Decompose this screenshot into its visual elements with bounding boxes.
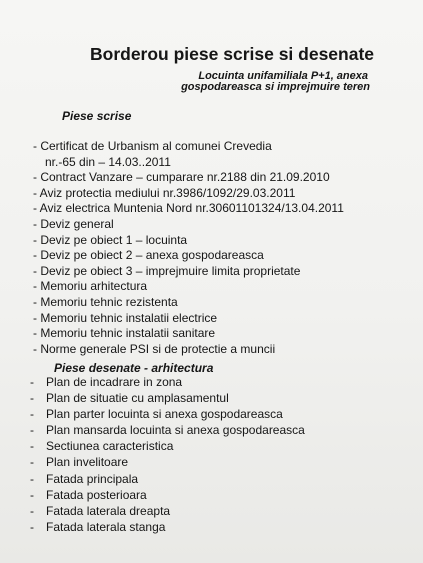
list-item-label: Plan de incadrare in zona [46, 375, 183, 389]
project-subtitle-line-1: Locuinta unifamiliala P+1, anexa [198, 70, 368, 82]
list-item [30, 374, 305, 390]
written-pieces-list [33, 139, 344, 357]
dash-marker: - [30, 391, 34, 406]
list-item: - Memoriu tehnic instalatii sanitare [33, 326, 216, 341]
list-item [30, 487, 305, 503]
document-title: Borderou piese scrise si desenate [90, 44, 375, 64]
dash-marker: - [30, 503, 34, 518]
dash-marker: - [30, 407, 34, 422]
list-item-label: Plan invelitoare [46, 455, 129, 470]
list-item [30, 519, 305, 535]
list-item: - Memoriu tehnic rezistenta [33, 294, 178, 309]
list-item [30, 422, 305, 438]
list-item-label: Fatada principala [46, 471, 139, 486]
dash-marker: - [30, 375, 34, 389]
dash-marker: - [30, 439, 34, 454]
list-item: - Norme generale PSI si de protectie a muncii [33, 341, 276, 356]
list-item-label: Sectiunea caracteristica [46, 439, 174, 454]
list-item: - Contract Vanzare – cumparare nr.2188 din 21.09.2010 [33, 170, 330, 185]
drawn-pieces-heading: Piese desenate - arhitectura [54, 361, 214, 375]
list-item: - Certificat de Urbanism al comunei Crevedia [33, 139, 272, 153]
list-item [30, 471, 305, 487]
list-item-label: Plan parter locuinta si anexa gospodareasca [46, 407, 283, 422]
list-item [30, 438, 305, 454]
dash-marker: - [30, 519, 34, 534]
list-item-label: Fatada laterala stanga [46, 519, 166, 534]
written-pieces-heading: Piese scrise [62, 109, 132, 123]
list-item: - Deviz pe obiect 2 – anexa gospodareasca [33, 248, 264, 263]
list-item: - Deviz pe obiect 3 – imprejmuire limita proprietate [33, 263, 301, 278]
list-item: - Deviz general [33, 216, 114, 231]
list-item [30, 454, 305, 470]
list-item [30, 406, 305, 422]
list-item [30, 390, 305, 406]
list-item: - Aviz electrica Muntenia Nord nr.30601101324/13.04.2011 [33, 201, 344, 216]
drawn-pieces-list [30, 374, 305, 535]
dash-marker: - [30, 455, 34, 470]
list-item: - Deviz pe obiect 1 – locuinta [33, 232, 188, 247]
list-item: - Memoriu arhitectura [33, 279, 148, 294]
project-subtitle-line-2: gospodareasca si imprejmuire teren [181, 81, 370, 93]
list-item: - Aviz protectia mediului nr.3986/1092/29.03.2011 [33, 185, 296, 200]
list-item-label: Fatada posterioara [46, 487, 147, 502]
list-item: - Memoriu tehnic instalatii electrice [33, 310, 218, 325]
list-item [30, 503, 305, 519]
list-item: nr.-65 din – 14.03..2011 [45, 154, 171, 169]
list-item-label: Fatada laterala dreapta [46, 503, 171, 518]
list-item-label: Plan de situatie cu amplasamentul [46, 391, 229, 406]
list-item-label: Plan mansarda locuinta si anexa gospodareasca [46, 423, 305, 438]
dash-marker: - [30, 471, 34, 486]
dash-marker: - [30, 423, 34, 438]
dash-marker: - [30, 487, 34, 502]
